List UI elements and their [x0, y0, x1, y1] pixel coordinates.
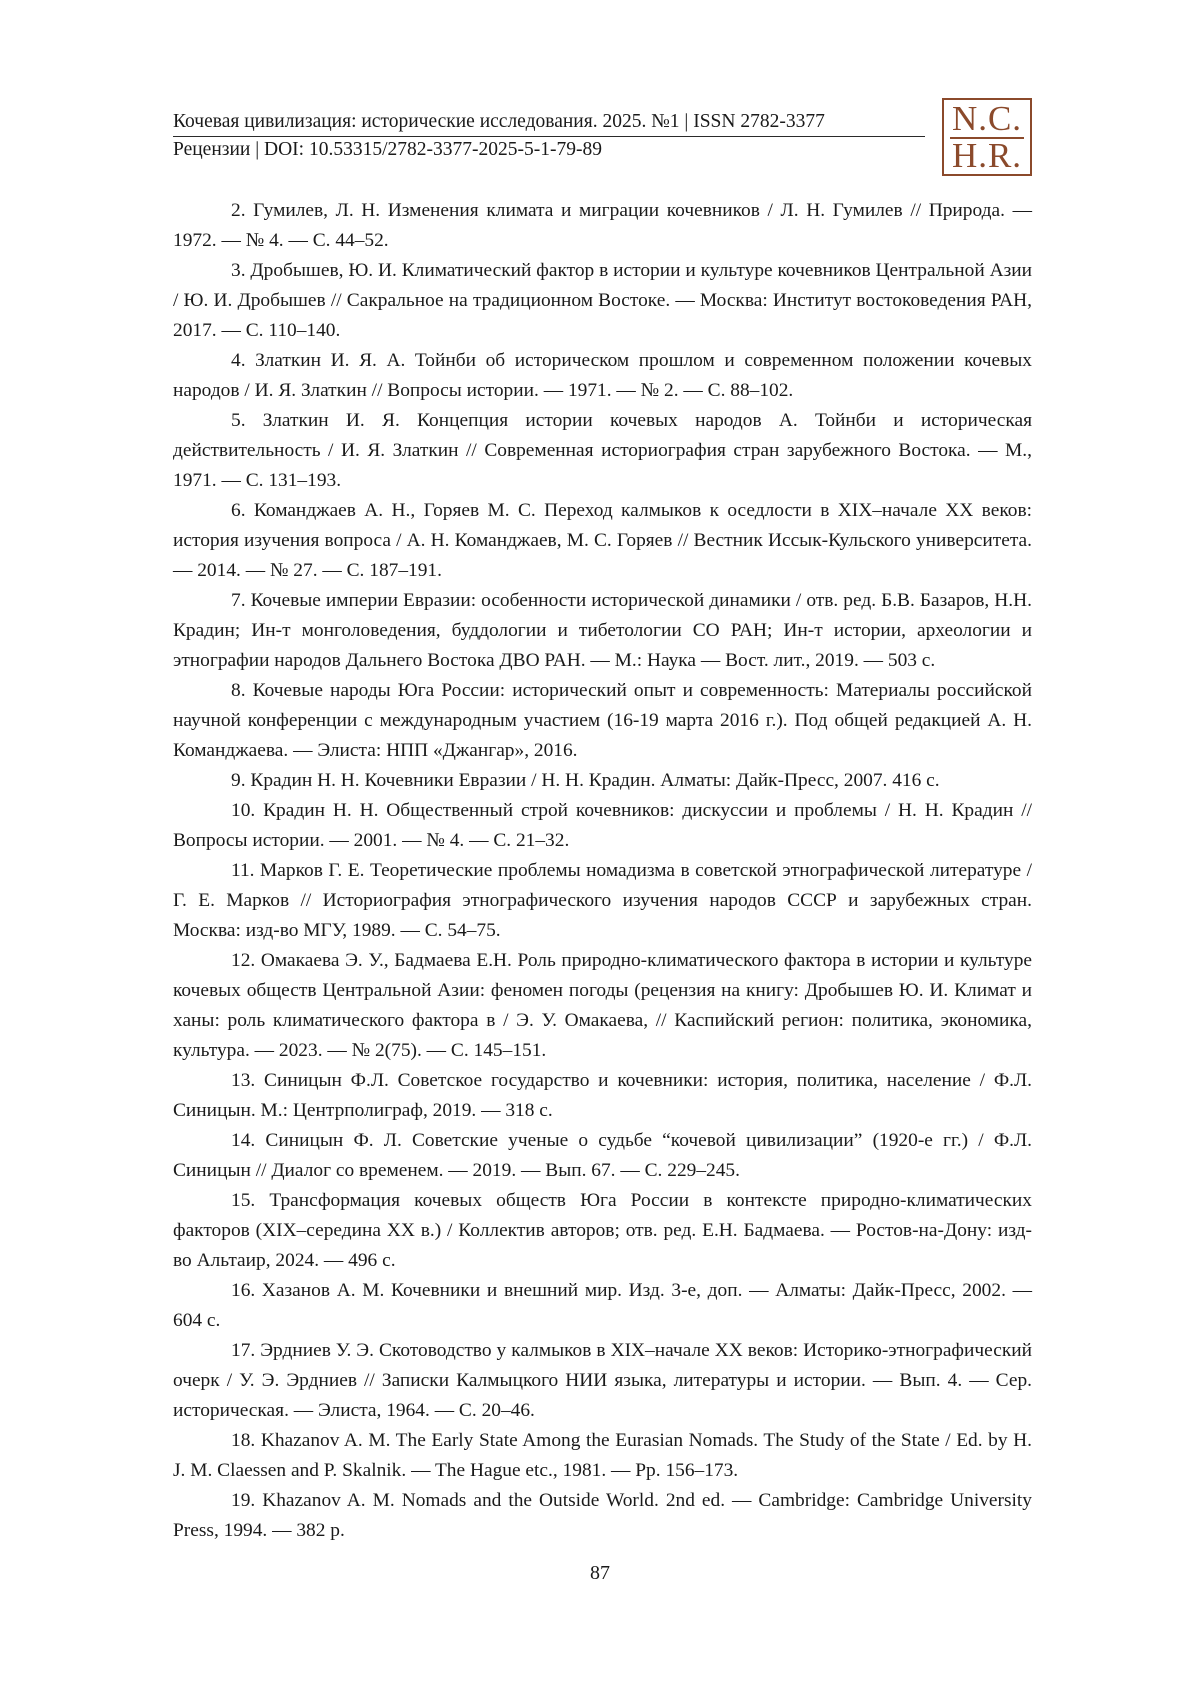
- reference-item: 3. Дробышев, Ю. И. Климатический фактор в истории и культуре кочевников Центральной Азии / Ю. И. Дробышев // Сакральное на традиционном Востоке. — Москва: Институт востоковедения РАН, 2017. — С. 110–140.: [173, 260, 1032, 341]
- reference-item: 16. Хазанов А. М. Кочевники и внешний мир. Изд. 3-е, доп. — Алматы: Дайк-Пресс, 2002. — 604 с.: [173, 1280, 1032, 1331]
- reference-item: 9. Крадин Н. Н. Кочевники Евразии / Н. Н. Крадин. Алматы: Дайк-Пресс, 2007. 416 с.: [231, 770, 940, 791]
- reference-item: 13. Синицын Ф.Л. Советское государство и кочевники: история, политика, население / Ф.Л. Синицын. М.: Центрполиграф, 2019. — 318 с.: [173, 1070, 1032, 1121]
- reference-item: 10. Крадин Н. Н. Общественный строй кочевников: дискуссии и проблемы / Н. Н. Крадин // Вопросы истории. — 2001. — № 4. — С. 21–32.: [173, 800, 1032, 851]
- header-rule: [173, 136, 925, 137]
- reference-item: 4. Златкин И. Я. А. Тойнби об историческом прошлом и современном положении кочевых народов / И. Я. Златкин // Вопросы истории. — 1971. — № 2. — С. 88–102.: [173, 350, 1032, 401]
- reference-item: 5. Златкин И. Я. Концепция истории кочевых народов А. Тойнби и историческая действительность / И. Я. Златкин // Современная историография стран зарубежного Востока. — М., 1971. — С. 131–193.: [173, 410, 1032, 491]
- reference-item: 15. Трансформация кочевых обществ Юга России в контексте природно-климатических факторов (XIX–середина XX в.) / Коллектив авторов; отв. ред. Е.Н. Бадмаева. — Ростов-на-Дону: изд-во Альтаир, 2024. — 496 с.: [173, 1190, 1032, 1271]
- reference-item: 18. Khazanov A. M. The Early State Among the Eurasian Nomads. The Study of the State / Ed. by H. J. M. Claessen and P. Skalnik. — The Hague etc., 1981. — Pp. 156–173.: [173, 1430, 1032, 1481]
- logo-text-top: N.C.: [951, 99, 1023, 138]
- logo-text-bottom: H.R.: [951, 136, 1023, 175]
- journal-logo: [942, 98, 1032, 176]
- reference-item: 14. Синицын Ф. Л. Советские ученые о судьбе “кочевой цивилизации” (1920-е гг.) / Ф.Л. Синицын // Диалог со временем. — 2019. — Вып. 67. — С. 229–245.: [173, 1130, 1032, 1181]
- reference-item: 7. Кочевые империи Евразии: особенности исторической динамики / отв. ред. Б.В. Базаров, Н.Н. Крадин; Ин-т монголоведения, буддологии и тибетологии СО РАН; Ин-т истории, археологии и этнографии народов Дальнего Востока ДВО РАН. — М.: Наука — Вост. лит., 2019. — 503 с.: [173, 590, 1032, 671]
- page-number: 87: [590, 1562, 610, 1584]
- journal-title-line: Кочевая цивилизация: исторические исследования. 2025. №1 | ISSN 2782-3377: [173, 111, 825, 132]
- reference-item: 19. Khazanov A. M. Nomads and the Outside World. 2nd ed. — Cambridge: Cambridge University Press, 1994. — 382 p.: [173, 1490, 1032, 1541]
- reference-item: 11. Марков Г. Е. Теоретические проблемы номадизма в советской этнографической литературе / Г. Е. Марков // Историография этнографического изучения народов СССР и зарубежных стран. Москва: изд-во МГУ, 1989. — С. 54–75.: [173, 860, 1032, 941]
- reference-list: [173, 196, 1032, 1546]
- reference-item: 8. Кочевые народы Юга России: исторический опыт и современность: Материалы российской научной конференции с международным участием (16-19 марта 2016 г.). Под общей редакцией А. Н. Команджаева. — Элиста: НПП «Джангар», 2016.: [173, 680, 1032, 761]
- reference-item: 6. Команджаев А. Н., Горяев М. С. Переход калмыков к оседлости в XIX–начале XX веков: история изучения вопроса / А. Н. Команджаев, М. С. Горяев // Вестник Иссык-Кульского университета. — 2014. — № 27. — С. 187–191.: [173, 500, 1032, 581]
- reference-item: 12. Омакаева Э. У., Бадмаева Е.Н. Роль природно-климатического фактора в истории и культуре кочевых обществ Центральной Азии: феномен погоды (рецензия на книгу: Дробышев Ю. И. Климат и ханы: роль климатического фактора в / Э. У. Омакаева, // Каспийский регион: политика, экономика, культура. — 2023. — № 2(75). — С. 145–151.: [173, 950, 1032, 1061]
- reference-item: 17. Эрдниев У. Э. Скотоводство у калмыков в XIX–начале XX веков: Историко-этнографический очерк / У. Э. Эрдниев // Записки Калмыцкого НИИ языка, литературы и истории. — Вып. 4. — Сер. историческая. — Элиста, 1964. — С. 20–46.: [173, 1340, 1032, 1421]
- reference-item: 2. Гумилев, Л. Н. Изменения климата и миграции кочевников / Л. Н. Гумилев // Природа. — 1972. — № 4. — С. 44–52.: [173, 200, 1032, 251]
- section-doi-line: Рецензии | DOI: 10.53315/2782-3377-2025-5-1-79-89: [173, 139, 602, 160]
